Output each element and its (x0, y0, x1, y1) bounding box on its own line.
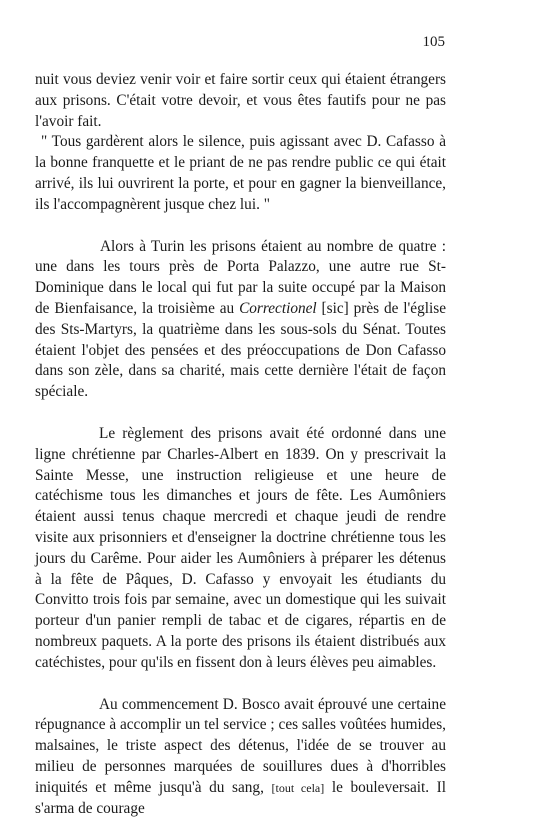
paragraph-commencement (35, 695, 446, 820)
page-number: 105 (422, 34, 445, 50)
text-segment: près de l'église des Sts-Martyrs, la quatrième dans les sous-sols du Sénat. Toutes étaient l'objet des pensées et des préoccupations de Don Cafasso dans son zèle, dans sa charité, mais cette dernière l'était de façon spéciale. (35, 299, 446, 401)
paragraph-reglement: Le règlement des prisons avait été ordonné dans une ligne chrétienne par Charles-Albert en 1839. On y prescrivait la Sainte Messe, une instruction religieuse et une heure de catéchisme tous les dimanches et jours de fête. Les Aumôniers étaient aussi tenus chaque mercredi et chaque jeudi de rendre visite aux prisonniers et d'enseigner la doctrine chrétienne tous les jours du Carême. Pour aider les Aumôniers à préparer les détenus à la fête de Pâques, D. Cafasso y envoyait les étudiants du Convitto trois fois par semaine, avec un domestique qui les suivait porteur d'un panier rempli de tabac et de cigares, répartis en de nombreux paquets. A la porte des prisons ils étaient distribués aux catéchistes, pour qu'ils en fissent don à leurs élèves peu aimables. (35, 424, 446, 671)
editorial-bracket: [sic] (316, 299, 349, 317)
paragraph-continuation: nuit vous deviez venir voir et faire sortir ceux qui étaient étrangers aux prisons. C'était votre devoir, et vous êtes fautifs pour ne pas l'avoir fait. (35, 71, 446, 130)
paragraph-quote: " Tous gardèrent alors le silence, puis agissant avec D. Cafasso à la bonne franquette et le priant de ne pas rendre public ce qui était arrivé, ils lui ouvrirent la porte, et pour en gagner la bienveillance, ils l'accompagnèrent jusque chez lui. " (35, 133, 446, 213)
text-segment: le bouleversait. Il s'arma de courage (35, 778, 446, 817)
italic-term: Correctionel (239, 299, 317, 317)
editorial-bracket: [tout cela] (271, 780, 325, 795)
text-segment: Alors à Turin les prisons étaient au nombre de quatre : une dans les tours près de Porta Palazzo, une autre rue St-Dominique dans le local qui fut par la suite occupé par la Maison de Bienfaisance, la troisième au (35, 237, 446, 317)
paragraph-prisons-turin (35, 237, 446, 403)
text-segment: Au commencement D. Bosco avait éprouvé une certaine répugnance à accomplir un tel service ; ces salles voûtées humides, malsaines, le triste aspect des détenus, l'idée de se trouver au milieu de personnes marquées de souillures dues à d'horribles iniquités et même jusqu'à du sang, (35, 695, 446, 796)
text-body (35, 70, 446, 819)
